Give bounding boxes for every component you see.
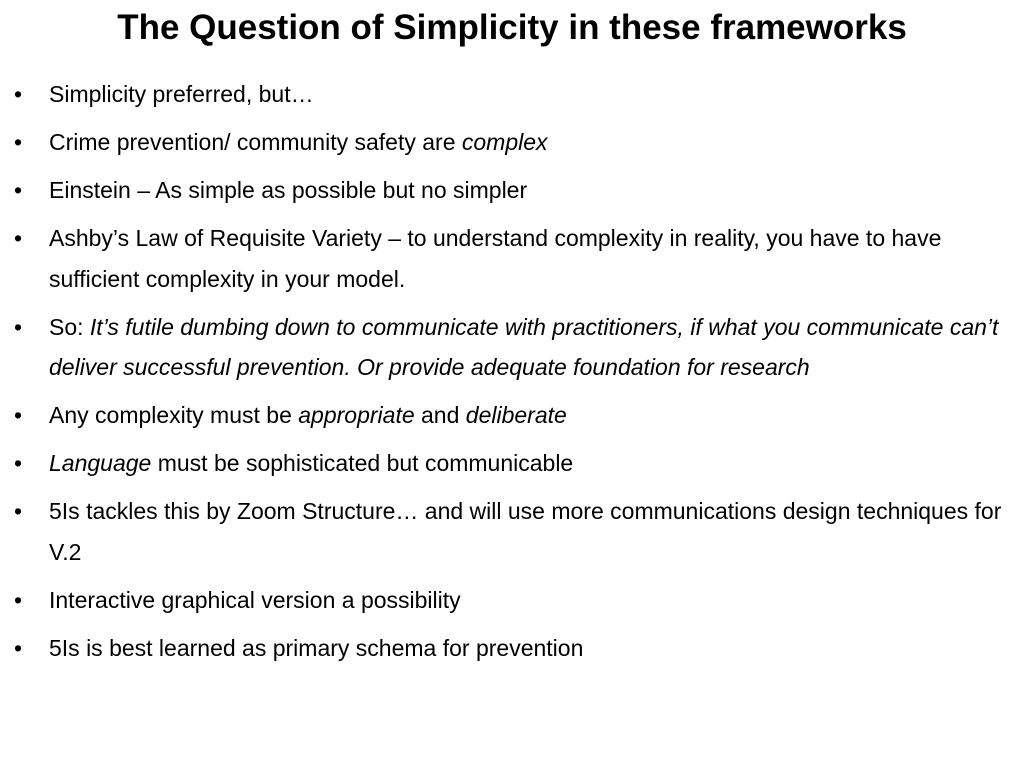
bullet-item: [14, 122, 1004, 163]
bullet-text: 5Is tackles this by Zoom Structure… and will use more communications design techniques for V.2: [49, 498, 1002, 565]
bullet-text: So:: [49, 313, 90, 340]
bullet-text-italic: deliberate: [465, 402, 567, 428]
bullet-text: Einstein – As simple as possible but no simpler: [49, 177, 528, 203]
bullet-item: [14, 74, 1004, 115]
bullet-dot: •: [14, 586, 23, 613]
bullet-item: [14, 307, 1004, 388]
slide-title: The Question of Simplicity in these frameworks: [117, 8, 907, 47]
bullet-text: Interactive graphical version a possibility: [49, 586, 461, 613]
bullet-text: Crime prevention/ community safety are: [49, 129, 462, 155]
bullet-item: [14, 218, 1004, 299]
bullet-text: Any complexity must be: [49, 402, 299, 428]
bullet-dot: •: [14, 81, 23, 107]
bullet-list: [14, 74, 1004, 676]
bullet-text: Simplicity preferred, but…: [49, 81, 314, 107]
bullet-text-italic: Language: [49, 450, 152, 476]
bullet-dot: •: [14, 313, 23, 340]
bullet-text: Ashby’s Law of Requisite Variety – to understand complexity in reality, you have to have sufficient complexity in your model.: [49, 225, 942, 292]
bullet-item: [14, 580, 1004, 621]
bullet-text-italic: complex: [461, 129, 548, 155]
bullet-dot: •: [14, 129, 23, 155]
bullet-item: [14, 170, 1004, 211]
bullet-item: [14, 491, 1004, 572]
bullet-item: [14, 443, 1004, 484]
bullet-dot: •: [14, 225, 23, 251]
bullet-dot: •: [14, 402, 23, 428]
bullet-text-italic: It’s futile dumbing down to communicate with practitioners, if what you communicate can’t deliver successful prevention. Or provide adequate foundation for research: [49, 313, 999, 380]
bullet-dot: •: [14, 177, 23, 203]
bullet-text: and: [414, 402, 466, 428]
bullet-item: [14, 395, 1004, 436]
bullet-text: must be sophisticated but communicable: [151, 450, 574, 476]
bullet-item: [14, 628, 1004, 669]
bullet-dot: •: [14, 498, 23, 524]
bullet-dot: •: [14, 634, 23, 661]
bullet-text: 5Is is best learned as primary schema for prevention: [49, 634, 584, 661]
bullet-dot: •: [14, 450, 23, 476]
bullet-text-italic: appropriate: [298, 402, 415, 428]
